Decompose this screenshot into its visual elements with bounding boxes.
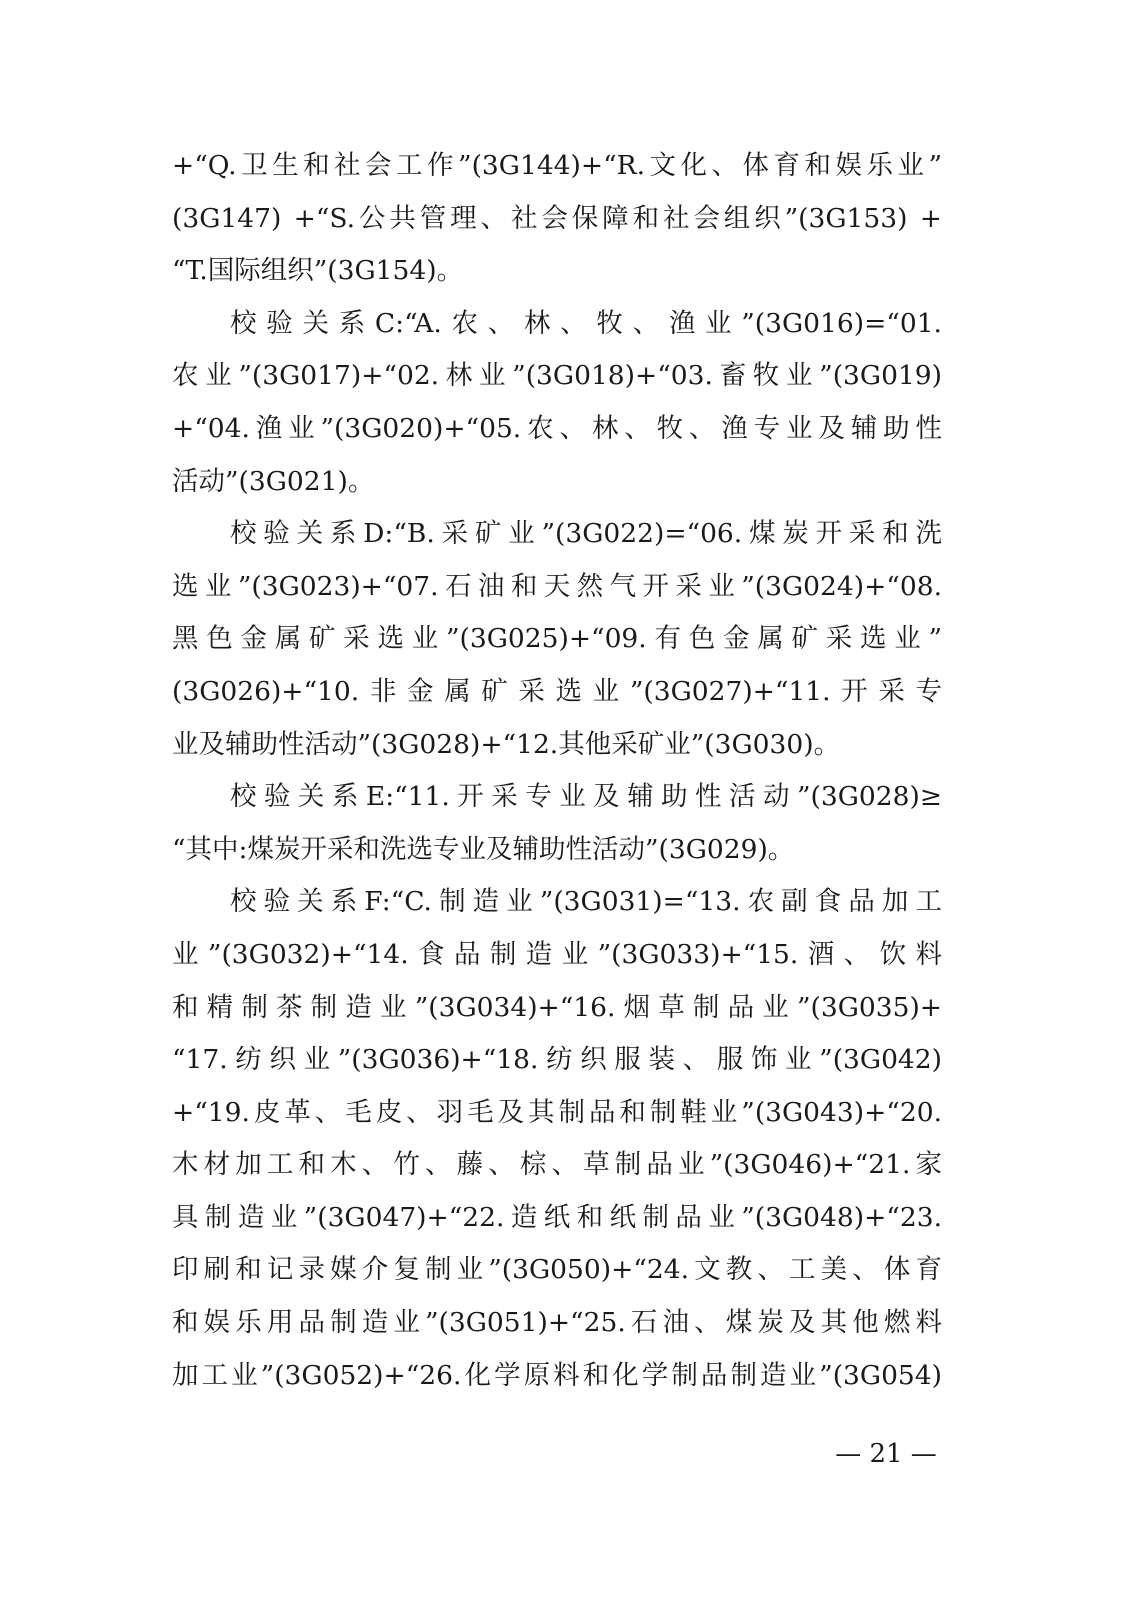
text-line: 加工业”(3G052)+“26.化学原料和化学制品制造业”(3G054)	[172, 1359, 942, 1391]
text-line: 业及辅助性活动”(3G028)+“12.其他采矿业”(3G030)。	[172, 728, 841, 760]
text-line: 校验关系E:“11.开采专业及辅助性活动”(3G028)≥	[230, 781, 942, 813]
text-line: 校验关系F:“C.制造业”(3G031)=“13.农副食品加工	[230, 886, 942, 918]
paragraph-relation-c	[172, 298, 942, 508]
text-line: 选业”(3G023)+“07.石油和天然气开采业”(3G024)+“08.	[172, 570, 942, 602]
paragraph-relation-e	[172, 771, 942, 876]
page-body	[172, 140, 942, 1402]
text-line: 农业”(3G017)+“02.林业”(3G018)+“03.畜牧业”(3G019)	[172, 360, 942, 392]
text-line: 校验关系D:“B.采矿业”(3G022)=“06.煤炭开采和洗	[230, 518, 942, 550]
text-line: 具制造业”(3G047)+“22.造纸和纸制品业”(3G048)+“23.	[172, 1201, 942, 1233]
text-line: “其中:煤炭开采和洗选专业及辅助性活动”(3G029)。	[172, 833, 795, 865]
text-line: +“04.渔业”(3G020)+“05.农、林、牧、渔专业及辅助性	[172, 412, 942, 444]
text-line: 黑色金属矿采选业”(3G025)+“09.有色金属矿采选业”	[172, 623, 942, 655]
paragraph-continuation	[172, 140, 942, 298]
paragraph-relation-d	[172, 508, 942, 771]
text-line: 木材加工和木、竹、藤、棕、草制品业”(3G046)+“21.家	[172, 1149, 942, 1181]
text-line: +“19.皮革、毛皮、羽毛及其制品和制鞋业”(3G043)+“20.	[172, 1096, 942, 1128]
text-line: 印刷和记录媒介复制业”(3G050)+“24.文教、工美、体育	[172, 1254, 942, 1286]
text-line: (3G026)+“10.非金属矿采选业”(3G027)+“11.开采专	[172, 675, 942, 707]
paragraph-relation-f	[172, 876, 942, 1402]
text-line: +“Q.卫生和社会工作”(3G144)+“R.文化、体育和娱乐业”	[172, 150, 942, 181]
text-line: 业”(3G032)+“14.食品制造业”(3G033)+“15.酒、饮料	[172, 938, 942, 970]
text-line: 活动”(3G021)。	[172, 465, 375, 497]
text-line: 校验关系C:“A.农、林、牧、渔业”(3G016)=“01.	[230, 307, 942, 339]
text-line: “17.纺织业”(3G036)+“18.纺织服装、服饰业”(3G042)	[172, 1044, 942, 1076]
page-number: — 21 —	[835, 1439, 937, 1469]
text-line: 和娱乐用品制造业”(3G051)+“25.石油、煤炭及其他燃料	[172, 1307, 942, 1339]
text-line: (3G147) +“S.公共管理、社会保障和社会组织”(3G153) +	[172, 202, 942, 234]
text-line: “T.国际组织”(3G154)。	[172, 255, 464, 287]
text-line: 和精制茶制造业”(3G034)+“16.烟草制品业”(3G035)+	[172, 991, 942, 1023]
